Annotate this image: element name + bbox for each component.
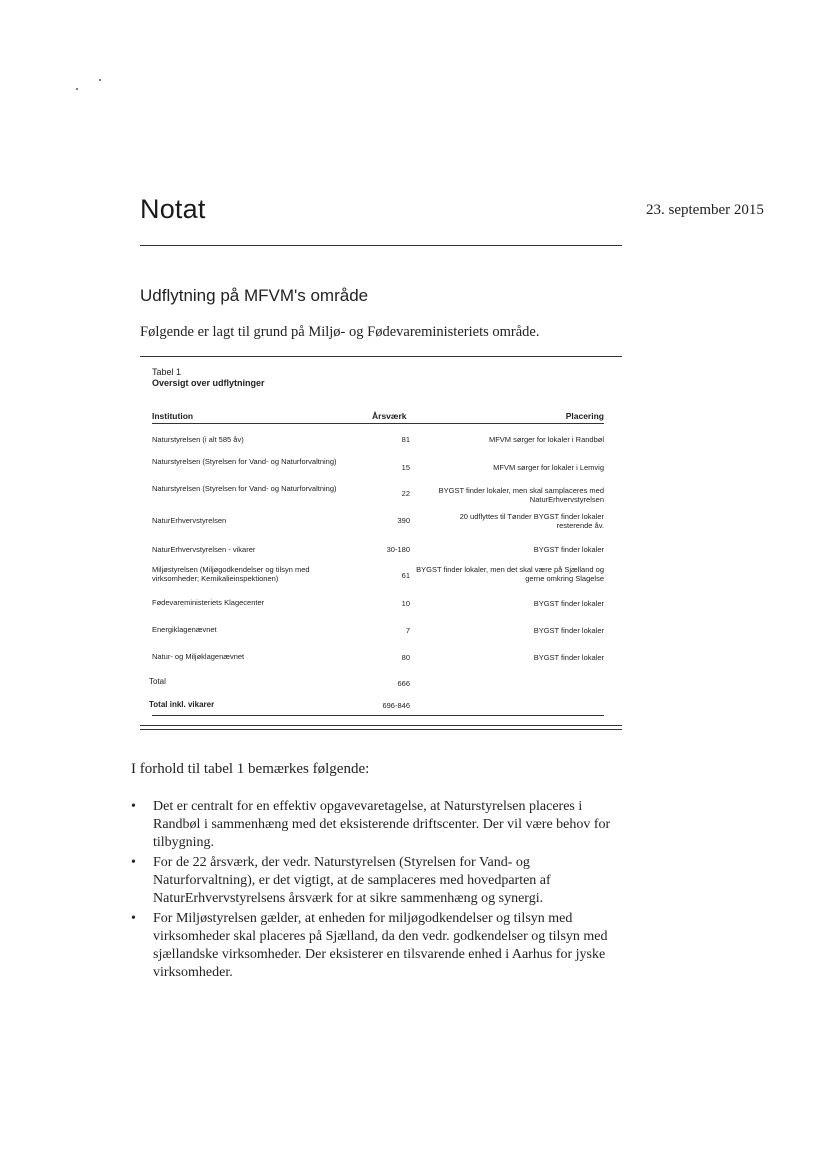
cell-aarsvaerk: 390 [397,516,410,525]
bullet-icon: • [131,799,136,814]
cell-placering: BYGST finder lokaler [533,626,604,635]
list-item-text: For Miljøstyrelsen gælder, at enheden for miljøgodkendelser og tilsyn med virksomheder skal placeres på Sjælland, da den vedr. godkendelser og tilsyn med sjællandske virksomheder. Der eksisterer en tilsvarende enhed i Aarhus for jyske virksomheder. [153,911,608,980]
remarks-heading: I forhold til tabel 1 bemærkes følgende: [131,761,370,777]
header-divider [140,245,622,246]
cell-total-value: 666 [397,679,410,688]
cell-placering: BYGST finder lokaler [533,653,604,662]
cell-placering: BYGST finder lokaler, men skal samplaceres med NaturErhvervstyrelsen [438,486,604,504]
cell-aarsvaerk: 81 [401,435,410,444]
cell-institution: Naturstyrelsen (Styrelsen for Vand- og Naturforvaltning) [152,457,337,466]
section-intro: Følgende er lagt til grund på Miljø- og Fødevareministeriets område. [140,324,540,340]
remarks-list [131,798,626,984]
cell-aarsvaerk: 80 [401,653,410,662]
document-title: Notat [140,194,206,224]
table-header-row [152,409,604,424]
cell-institution: Naturstyrelsen (Styrelsen for Vand- og Naturforvaltning) [152,484,337,493]
cell-aarsvaerk: 15 [401,463,410,472]
table-bottom-rule [152,715,604,716]
cell-aarsvaerk: 10 [401,599,410,608]
section-subtitle: Udflytning på MFVM's område [140,286,369,305]
relocation-table [140,356,622,730]
cell-total-incl-value: 696-846 [382,701,410,710]
table-caption: Oversigt over udflytninger [152,378,265,388]
cell-aarsvaerk: 61 [401,571,410,580]
scan-speck [99,79,101,81]
column-header-placering: Placering [565,411,604,421]
list-item [131,910,626,982]
cell-institution: Energiklagenævnet [152,625,217,634]
cell-total-label: Total [149,677,166,686]
list-item [131,854,626,908]
list-item-text: For de 22 årsværk, der vedr. Naturstyrelsen (Styrelsen for Vand- og Naturforvaltning), er det vigtigt, at de samplaceres med hovedparten af NaturErhvervstyrelsens årsværk for at sikre sammenhæng og synergi. [153,855,551,906]
list-item-text: Det er centralt for en effektiv opgavevaretagelse, at Naturstyrelsen placeres i Randbøl i sammenhæng med det eksisterende driftscenter. Der vil være behov for tilbygning. [153,799,611,850]
column-header-aarsvaerk: Årsværk [372,411,407,421]
cell-placering: 20 udflyttes til Tønder BYGST finder lokaler resterende åv. [459,512,604,530]
cell-institution: Natur- og Miljøklagenævnet [152,652,245,661]
cell-institution: NaturErhvervstyrelsen [152,516,227,525]
cell-institution: Miljøstyrelsen (Miljøgodkendelser og tilsyn med virksomheder; Kemikalieinspektionen) [152,565,310,583]
bullet-icon: • [131,855,136,870]
cell-placering: BYGST finder lokaler [533,545,604,554]
cell-placering: MFVM sørger for lokaler i Lemvig [493,463,604,472]
cell-placering: MFVM sørger for lokaler i Randbøl [488,435,604,444]
bullet-icon: • [131,911,136,926]
cell-institution: Fødevareministeriets Klagecenter [152,598,265,607]
cell-placering: BYGST finder lokaler [533,599,604,608]
document-date: 23. september 2015 [646,202,764,218]
cell-aarsvaerk: 7 [405,626,410,635]
cell-institution: NaturErhvervstyrelsen - vikarer [152,545,256,554]
cell-institution: Naturstyrelsen (i alt 585 åv) [152,435,244,444]
table-label: Tabel 1 [152,367,182,377]
cell-placering: BYGST finder lokaler, men det skal være på Sjælland og gerne omkring Slagelse [416,565,604,583]
column-header-institution: Institution [152,411,194,421]
list-item [131,798,626,852]
cell-total-incl-label: Total inkl. vikarer [149,700,215,709]
cell-aarsvaerk: 22 [401,489,410,498]
cell-aarsvaerk: 30-180 [386,545,410,554]
scan-speck [76,88,78,90]
